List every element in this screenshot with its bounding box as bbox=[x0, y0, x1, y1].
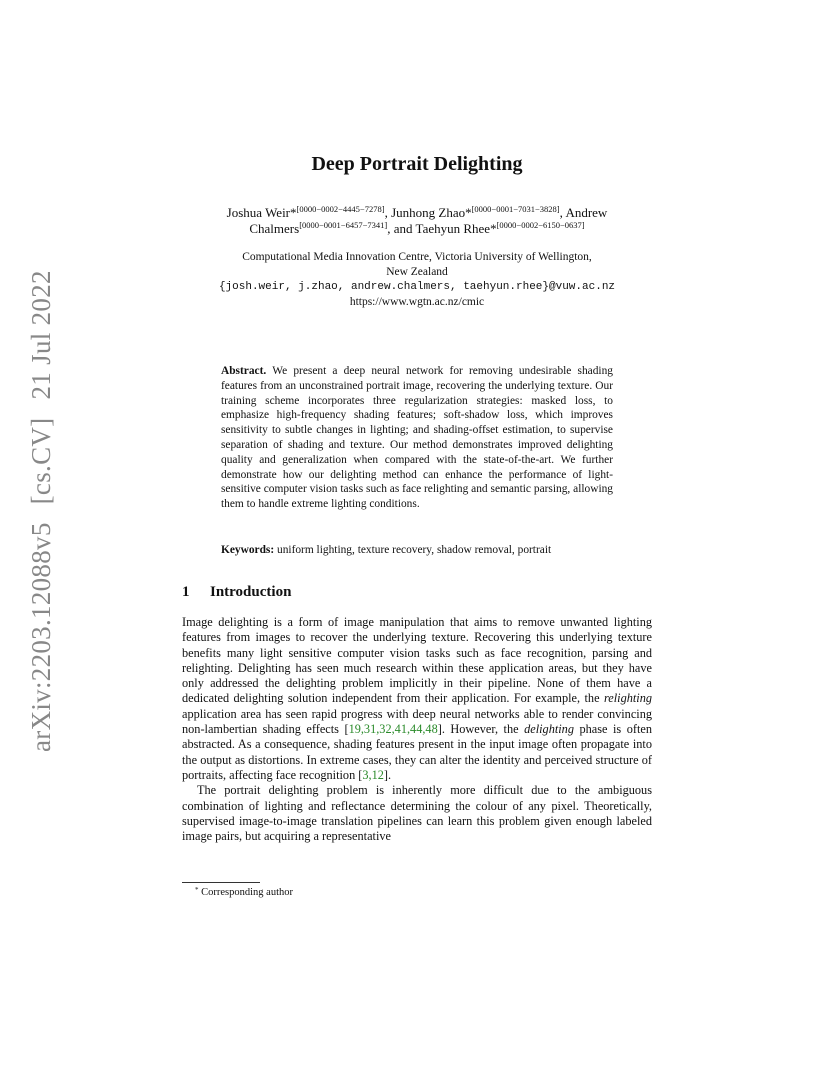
emphasis: relighting bbox=[603, 691, 652, 706]
author-separator: , and bbox=[387, 221, 416, 236]
affiliation-line: New Zealand bbox=[386, 266, 448, 278]
footnote-mark: * bbox=[195, 886, 199, 894]
author-orcid: [0000−0002−4445−7278] bbox=[296, 204, 385, 214]
footnote-text: Corresponding author bbox=[201, 887, 293, 898]
author-orcid: [0000−0001−7031−3828] bbox=[471, 204, 560, 214]
footnote bbox=[195, 886, 293, 898]
arxiv-date: 21 Jul 2022 bbox=[26, 270, 56, 400]
abstract-label: Abstract. bbox=[221, 365, 267, 377]
text-run: ]. bbox=[383, 767, 392, 782]
arxiv-id: arXiv:2203.12088v5 bbox=[26, 522, 56, 752]
author-name: Junhong Zhao* bbox=[391, 205, 472, 220]
body-text bbox=[182, 615, 652, 844]
text-run: ]. However, the bbox=[437, 722, 525, 737]
keywords-label: Keywords: bbox=[221, 544, 275, 556]
citation-link[interactable]: 3,12 bbox=[362, 767, 384, 782]
footnote-rule bbox=[182, 882, 260, 883]
author-name: Andrew Chalmers bbox=[249, 205, 608, 236]
author-orcid: [0000−0002−6150−0637] bbox=[496, 220, 585, 230]
text-run: application area has seen rapid progress with deep neural networks able to render convincing non-lambertian shading effects [ bbox=[182, 706, 652, 737]
author-list bbox=[178, 205, 656, 237]
paper-title: Deep Portrait Delighting bbox=[311, 153, 523, 175]
author-orcid: [0000−0001−6457−7341] bbox=[299, 220, 388, 230]
paragraph bbox=[182, 615, 652, 783]
abstract bbox=[221, 364, 613, 512]
abstract-text: We present a deep neural network for removing undesirable shading features from an unconstrained portrait image, recovering the underlying texture. Our training scheme incorporates three regularization strategies: masked loss, to emphasize high-frequency shading features; soft-shadow loss, which improves sensitivity to subtle changes in lighting; and shading-offset estimation, to supervise separation of shading and texture. Our method demonstrates improved delighting quality and generalization when compared with the state-of-the-art. We further demonstrate how our delighting method can enhance the performance of light-sensitive computer vision tasks such as face relighting and semantic parsing, allowing them to handle extreme lighting conditions. bbox=[221, 365, 613, 511]
affiliation-block bbox=[182, 250, 652, 310]
affiliation-line: Computational Media Innovation Centre, Victoria University of Wellington, bbox=[242, 251, 592, 263]
section-heading bbox=[182, 584, 291, 601]
author-separator: , bbox=[559, 205, 566, 220]
paragraph: The portrait delighting problem is inherently more difficult due to the ambiguous combination of lighting and reflectance determining the colour of any pixel. Theoretically, supervised image-to-image translation pipelines can learn this problem given enough labeled image pairs, but acquiring a representative bbox=[182, 783, 652, 844]
section-title: Introduction bbox=[210, 584, 292, 600]
keywords bbox=[221, 543, 621, 558]
affiliation-url[interactable]: https://www.wgtn.ac.nz/cmic bbox=[349, 296, 485, 308]
text-run: Image delighting is a form of image manipulation that aims to remove unwanted lighting features from images to recover the underlying texture. Recovering this underlying texture benefits many light sensitive computer vision tasks such as face recognition, parsing and relighting. Delighting has seen much research within these application areas, but they have only addressed the delighting problem implicitly in their pipeline. None of them have a dedicated delighting solution independent from their application. For example, the bbox=[182, 615, 652, 706]
author-separator: , bbox=[384, 205, 392, 220]
emphasis: delighting bbox=[524, 722, 574, 737]
text-run: phase is often abstracted. As a consequence, shading features present in the input image often propagate into the output as distortions. In extreme cases, they can alter the identity and perceived structure of portraits, affecting face recognition [ bbox=[182, 722, 652, 782]
section-number: 1 bbox=[182, 584, 190, 600]
author-emails[interactable]: {josh.weir, j.zhao, andrew.chalmers, taehyun.rhee}@vuw.ac.nz bbox=[218, 281, 616, 293]
author-name: Taehyun Rhee* bbox=[415, 221, 497, 236]
arxiv-category: [cs.CV] bbox=[26, 417, 56, 505]
keywords-text: uniform lighting, texture recovery, shadow removal, portrait bbox=[277, 544, 552, 556]
author-name: Joshua Weir* bbox=[226, 205, 297, 220]
citation-link[interactable]: 19,31,32,41,44,48 bbox=[348, 722, 438, 737]
